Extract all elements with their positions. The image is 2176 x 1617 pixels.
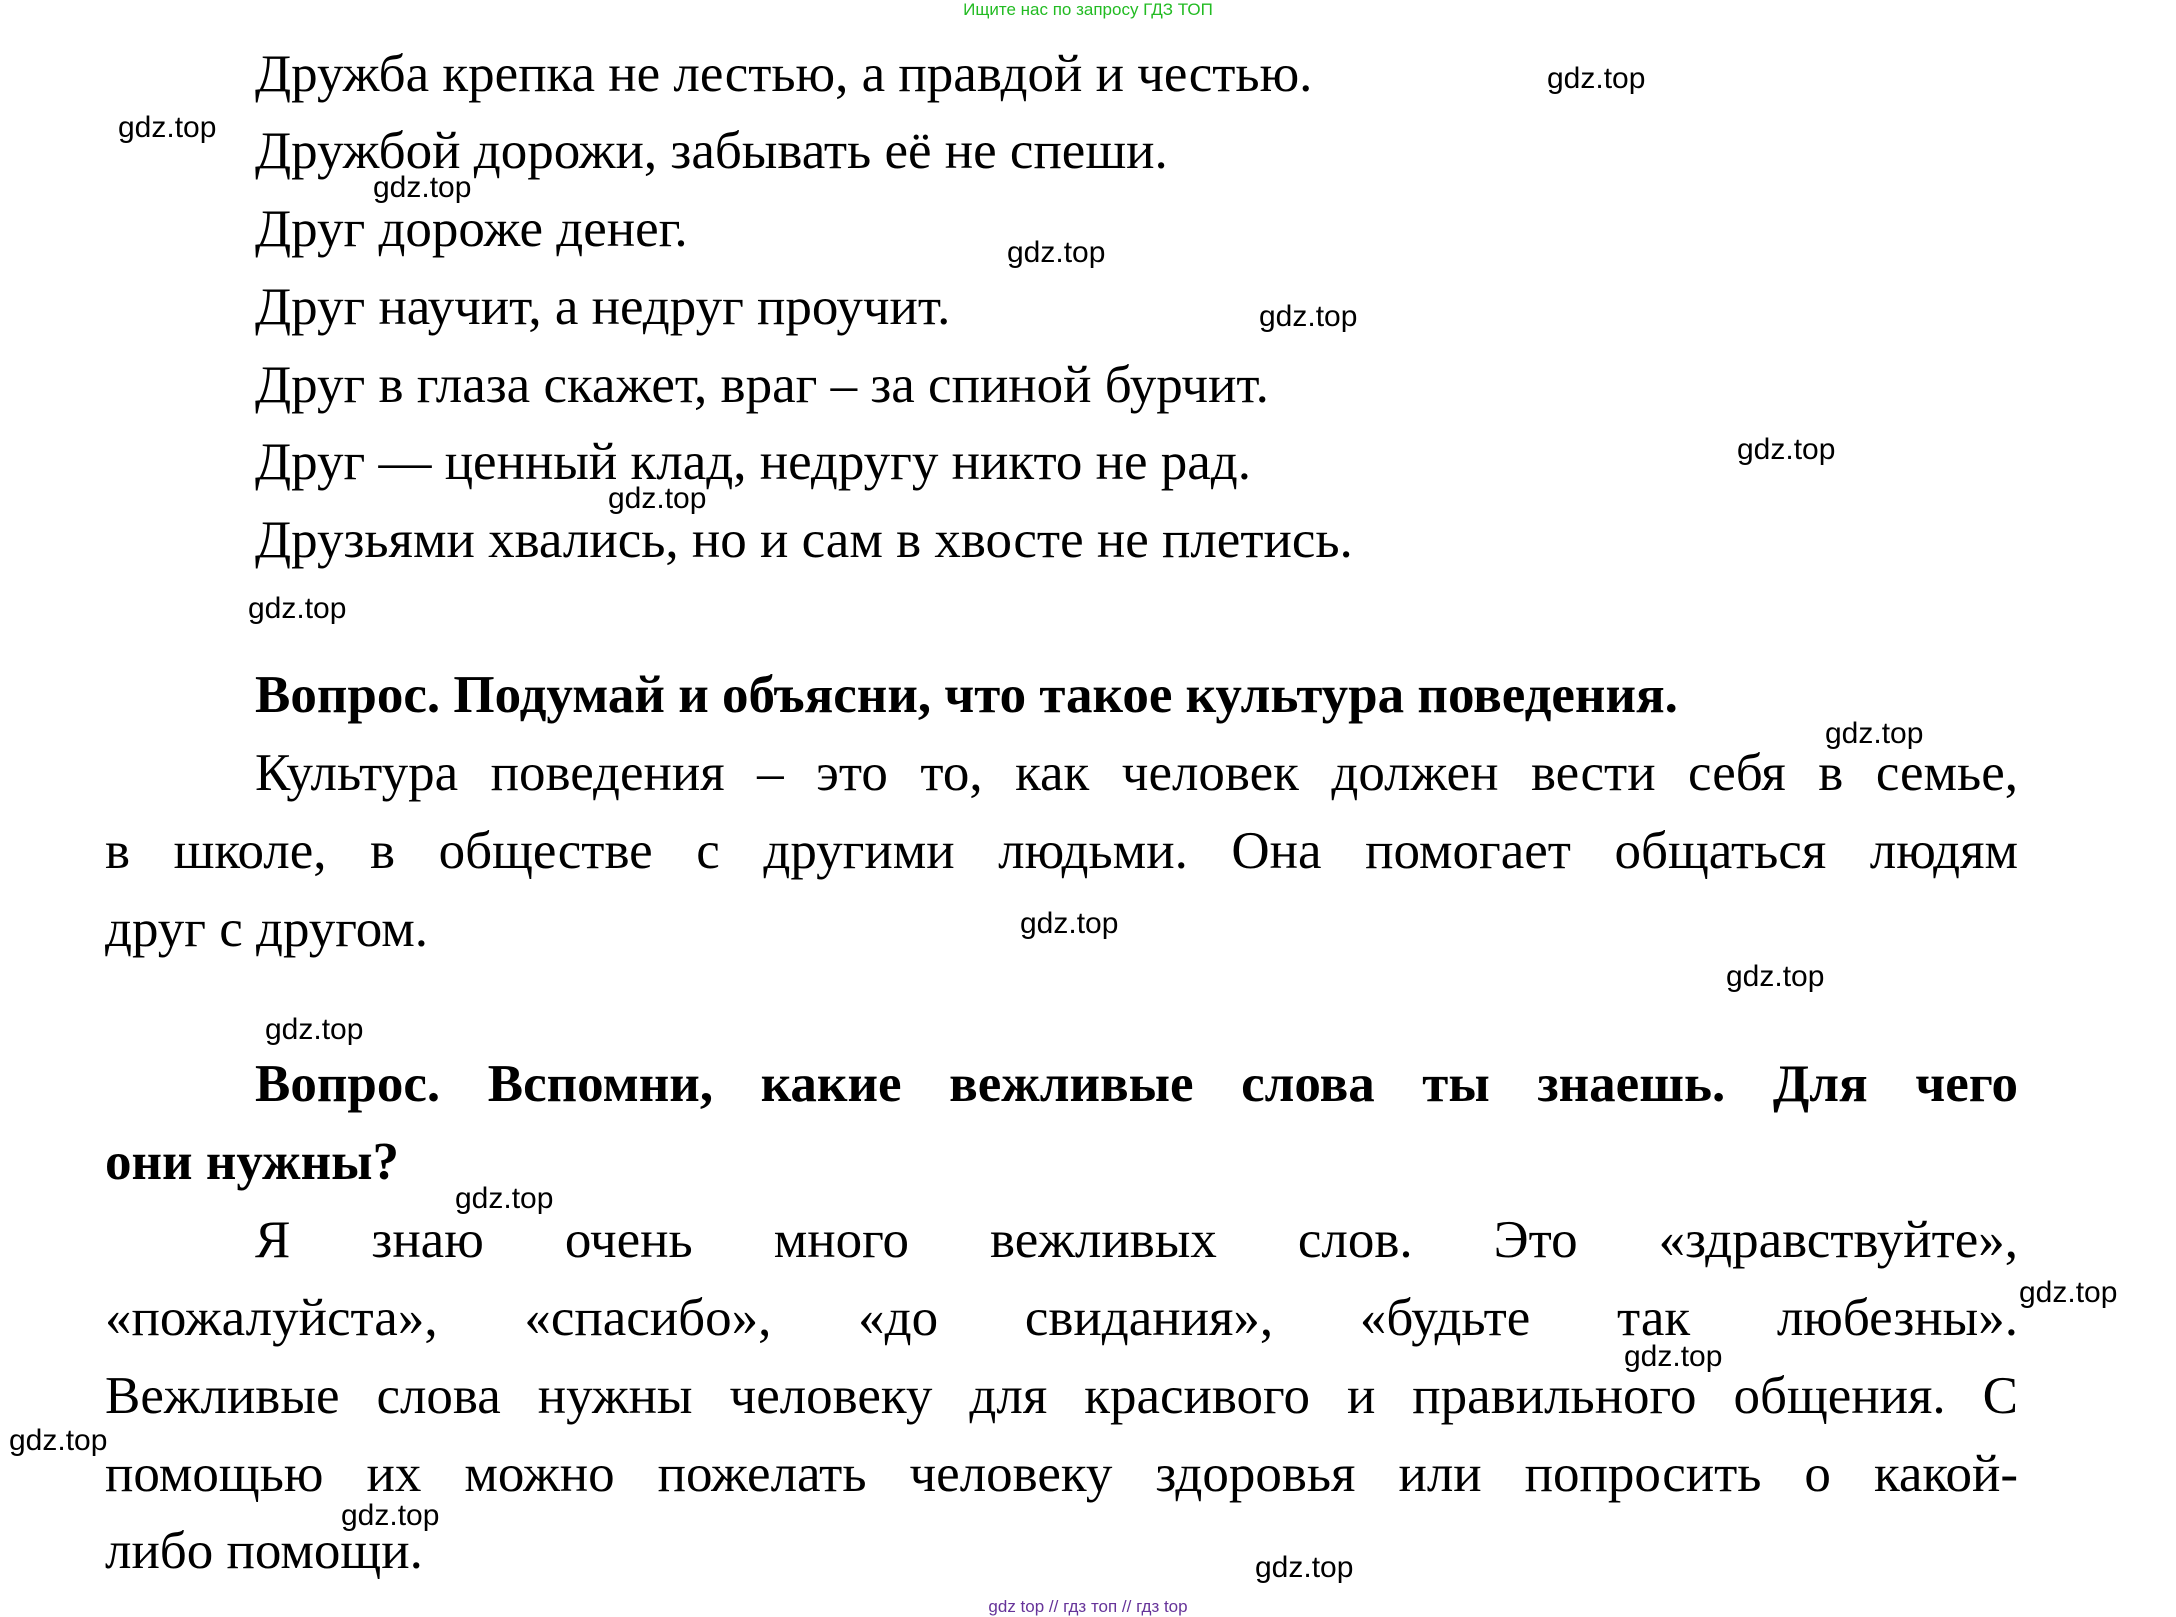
answer-line: Я знаю очень много вежливых слов. Это «здравствуйте»,	[255, 1211, 2018, 1269]
watermark-text: gdz.top	[248, 592, 347, 625]
watermark-text: gdz.top	[1726, 960, 1825, 993]
question-heading: они нужны?	[105, 1133, 400, 1191]
question-heading: Вопрос. Подумай и объясни, что такое культура поведения.	[255, 666, 1678, 724]
watermark-text: gdz.top	[373, 171, 472, 204]
proverb-line: Друг — ценный клад, недругу никто не рад.	[255, 433, 1252, 491]
proverb-line: Друг в глаза скажет, враг – за спиной бурчит.	[255, 356, 1269, 414]
answer-line: Вежливые слова нужны человеку для красивого и правильного общения. С	[105, 1367, 2018, 1425]
watermark-text: gdz.top	[118, 111, 217, 144]
bottom-banner: gdz top // гдз топ // гдз top	[988, 1597, 1188, 1616]
question-heading: Вопрос. Вспомни, какие вежливые слова ты знаешь. Для чего	[255, 1055, 2018, 1113]
watermark-text: gdz.top	[1624, 1340, 1723, 1373]
watermark-text: gdz.top	[1825, 717, 1924, 750]
proverb-line: Друг научит, а недруг проучит.	[255, 278, 951, 336]
watermark-text: gdz.top	[1020, 907, 1119, 940]
watermark-text: gdz.top	[455, 1182, 554, 1215]
proverb-line: Дружбой дорожи, забывать её не спеши.	[255, 122, 1168, 180]
top-banner: Ищите нас по запросу ГДЗ ТОП	[963, 0, 1213, 19]
watermark-text: gdz.top	[9, 1424, 108, 1457]
watermark-text: gdz.top	[341, 1499, 440, 1532]
proverb-line: Друзьями хвались, но и сам в хвосте не плетись.	[255, 511, 1353, 569]
watermark-text: gdz.top	[2019, 1276, 2118, 1309]
watermark-text: gdz.top	[265, 1013, 364, 1046]
answer-line: в школе, в обществе с другими людьми. Она помогает общаться людям	[105, 822, 2018, 880]
watermark-text: gdz.top	[1547, 62, 1646, 95]
watermark-text: gdz.top	[608, 482, 707, 515]
answer-line: Культура поведения – это то, как человек должен вести себя в семье,	[255, 744, 2018, 802]
proverb-line: Дружба крепка не лестью, а правдой и честью.	[255, 45, 1313, 103]
watermark-text: gdz.top	[1259, 300, 1358, 333]
watermark-text: gdz.top	[1255, 1551, 1354, 1584]
watermark-text: gdz.top	[1737, 433, 1836, 466]
answer-line: «пожалуйста», «спасибо», «до свидания», «будьте так любезны».	[105, 1289, 2018, 1347]
answer-line: либо помощи.	[105, 1522, 423, 1580]
answer-line: помощью их можно пожелать человеку здоровья или попросить о какой-	[105, 1445, 2018, 1503]
watermark-text: gdz.top	[1007, 236, 1106, 269]
answer-line: друг с другом.	[105, 900, 428, 958]
proverb-line: Друг дороже денег.	[255, 200, 688, 258]
